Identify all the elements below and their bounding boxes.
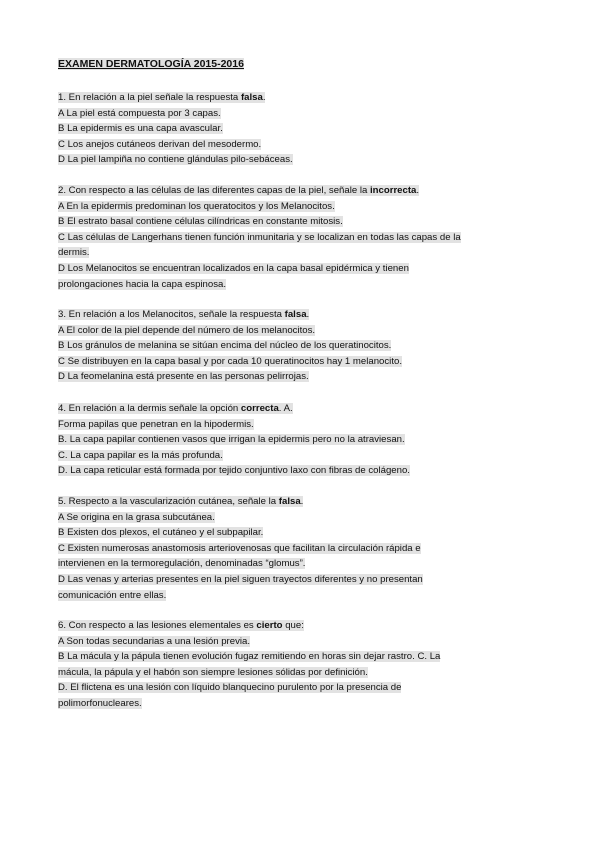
question-stem-text: 2. Con respecto a las células de las diferentes capas de la piel, señale la bbox=[58, 185, 370, 196]
answer-line bbox=[58, 432, 558, 448]
question-stem-highlight bbox=[58, 620, 304, 631]
question-stem-text: 5. Respecto a la vascularización cutánea, señale la bbox=[58, 496, 279, 507]
answer-line bbox=[58, 588, 558, 604]
answer-line bbox=[58, 245, 558, 261]
answer-line bbox=[58, 137, 558, 153]
answer-line bbox=[58, 463, 558, 479]
answer-text: C. La capa papilar es la más profunda. bbox=[58, 449, 223, 461]
question-stem-keyword: correcta bbox=[240, 403, 279, 414]
question-stem-keyword: falsa bbox=[240, 92, 263, 103]
answer-line bbox=[58, 152, 558, 168]
answer-text: B Los gránulos de melanina se sitúan encima del núcleo de los queratinocitos. bbox=[58, 340, 392, 352]
answer-line bbox=[58, 214, 558, 230]
answer-line bbox=[58, 417, 558, 433]
question-stem-highlight bbox=[58, 92, 265, 103]
question-stem-highlight bbox=[58, 309, 309, 320]
question-stem bbox=[58, 90, 558, 106]
question-stem-keyword: falsa bbox=[284, 309, 307, 320]
answer-text: D La feomelanina está presente en las personas pelirrojas. bbox=[58, 371, 309, 383]
answer-line bbox=[58, 354, 558, 370]
answer-line bbox=[58, 680, 558, 696]
answer-line bbox=[58, 634, 558, 650]
answer-text: D Los Melanocitos se encuentran localizados en la capa basal epidérmica y tienen bbox=[58, 262, 409, 274]
answer-line bbox=[58, 261, 558, 277]
answer-line bbox=[58, 448, 558, 464]
answer-text: B Existen dos plexos, el cutáneo y el subpapilar. bbox=[58, 527, 264, 539]
answer-text: C Existen numerosas anastomosis arteriovenosas que facilitan la circulación rápida e bbox=[58, 542, 421, 554]
answer-text: A Se origina en la grasa subcutánea. bbox=[58, 511, 215, 523]
question-1 bbox=[58, 90, 558, 168]
answer-text: D. El flictena es una lesión con líquido blanquecino purulento por la presencia de bbox=[58, 682, 402, 694]
question-stem-keyword: incorrecta bbox=[369, 185, 417, 196]
question-3 bbox=[58, 307, 558, 385]
question-stem-suffix: . bbox=[416, 185, 420, 196]
answer-text: C Se distribuyen en la capa basal y por cada 10 queratinocitos hay 1 melanocito. bbox=[58, 355, 402, 367]
answer-text: A En la epidermis predominan los queratocitos y los Melanocitos. bbox=[58, 200, 335, 212]
question-6 bbox=[58, 618, 558, 712]
answer-text: mácula, la pápula y el habón son siempre lesiones sólidas por definición. bbox=[58, 666, 368, 678]
question-2 bbox=[58, 183, 558, 292]
question-stem-suffix: . bbox=[300, 496, 304, 507]
question-stem-text: 6. Con respecto a las lesiones elementales es bbox=[58, 620, 257, 631]
question-stem-keyword: falsa bbox=[278, 496, 301, 507]
answer-line bbox=[58, 525, 558, 541]
answer-line bbox=[58, 338, 558, 354]
question-stem-keyword: cierto bbox=[256, 620, 283, 631]
question-stem-text: 3. En relación a los Melanocitos, señale la respuesta bbox=[58, 309, 285, 320]
question-stem bbox=[58, 183, 558, 199]
answer-line bbox=[58, 510, 558, 526]
answer-line bbox=[58, 277, 558, 293]
exam-title: EXAMEN DERMATOLOGÍA 2015-2016 bbox=[58, 58, 244, 70]
answer-text: B El estrato basal contiene células cilíndricas en constante mitosis. bbox=[58, 216, 343, 228]
answer-text: D. La capa reticular está formada por tejido conjuntivo laxo con fibras de colágeno. bbox=[58, 465, 410, 477]
question-stem-text: 4. En relación a la dermis señale la opción bbox=[58, 403, 241, 414]
answer-line bbox=[58, 649, 558, 665]
question-5 bbox=[58, 494, 558, 603]
answer-line bbox=[58, 696, 558, 712]
answer-text: B. La capa papilar contienen vasos que irrigan la epidermis pero no la atraviesan. bbox=[58, 434, 405, 446]
answer-text: A La piel está compuesta por 3 capas. bbox=[58, 107, 221, 119]
answer-text: polimorfonucleares. bbox=[58, 697, 142, 709]
question-stem-text: 1. En relación a la piel señale la respuesta bbox=[58, 92, 241, 103]
question-stem-highlight bbox=[58, 185, 419, 196]
question-stem-suffix: . bbox=[306, 309, 310, 320]
answer-text: comunicación entre ellas. bbox=[58, 589, 167, 601]
question-stem bbox=[58, 307, 558, 323]
answer-text: C Las células de Langerhans tienen función inmunitaria y se localizan en todas las capas de la bbox=[58, 231, 461, 243]
question-stem bbox=[58, 618, 558, 634]
answer-line bbox=[58, 121, 558, 137]
answer-text: B La epidermis es una capa avascular. bbox=[58, 123, 223, 135]
answer-text: dermis. bbox=[58, 247, 90, 259]
answer-text: D Las venas y arterias presentes en la piel siguen trayectos diferentes y no presentan bbox=[58, 573, 423, 585]
question-stem-highlight bbox=[58, 403, 293, 414]
answer-line bbox=[58, 230, 558, 246]
answer-line bbox=[58, 556, 558, 572]
answer-text: A Son todas secundarias a una lesión previa. bbox=[58, 635, 251, 647]
answer-text: A El color de la piel depende del número de los melanocitos. bbox=[58, 324, 316, 336]
question-4 bbox=[58, 401, 558, 479]
question-stem-suffix: . bbox=[262, 92, 266, 103]
answer-line bbox=[58, 665, 558, 681]
answer-text: C Los anejos cutáneos derivan del mesodermo. bbox=[58, 138, 262, 150]
answer-text: prolongaciones hacia la capa espinosa. bbox=[58, 278, 227, 290]
answer-line bbox=[58, 199, 558, 215]
question-stem bbox=[58, 401, 558, 417]
answer-line bbox=[58, 541, 558, 557]
answer-text: intervienen en la termoregulación, denominadas “glomus”. bbox=[58, 558, 306, 570]
answer-text: D La piel lampiña no contiene glándulas pilo-sebáceas. bbox=[58, 154, 293, 166]
question-stem-suffix: que: bbox=[282, 620, 304, 631]
answer-line bbox=[58, 106, 558, 122]
answer-text: Forma papilas que penetran en la hipodermis. bbox=[58, 418, 254, 430]
question-stem-suffix: . A. bbox=[278, 403, 293, 414]
answer-line bbox=[58, 572, 558, 588]
question-stem bbox=[58, 494, 558, 510]
answer-text: B La mácula y la pápula tienen evolución fugaz remitiendo en horas sin dejar rastro. C. La bbox=[58, 651, 441, 663]
question-stem-highlight bbox=[58, 496, 303, 507]
answer-line bbox=[58, 323, 558, 339]
answer-line bbox=[58, 369, 558, 385]
